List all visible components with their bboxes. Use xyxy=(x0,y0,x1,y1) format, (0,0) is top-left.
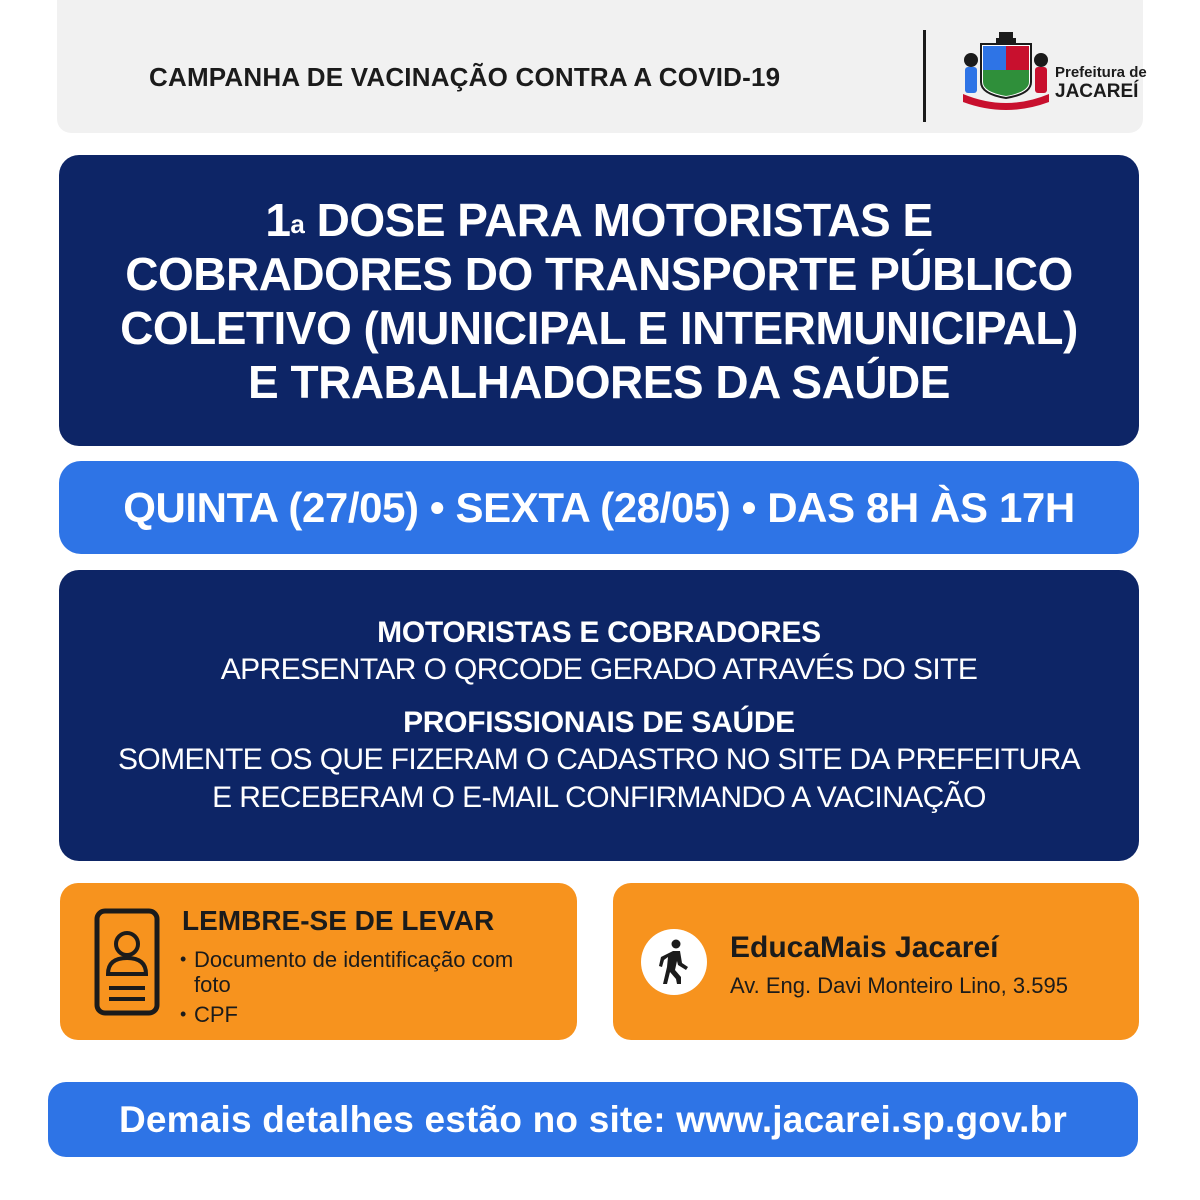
health-body-line-2: E RECEBERAM O E-MAIL CONFIRMANDO A VACINAÇÃO xyxy=(212,780,986,814)
location-name: EducaMais Jacareí xyxy=(730,931,999,964)
drivers-instructions xyxy=(221,615,978,689)
remember-item-cpf: • CPF xyxy=(180,1002,540,1027)
prefeitura-logo-text xyxy=(1055,64,1147,103)
headline-line-1 xyxy=(265,193,932,247)
instructions-panel xyxy=(59,570,1139,861)
ordinal-number: 1 xyxy=(265,193,291,246)
walking-person-icon xyxy=(641,929,707,995)
municipal-crest-icon xyxy=(959,30,1053,110)
health-instructions xyxy=(118,705,1080,817)
health-body-line-1: SOMENTE OS QUE FIZERAM O CADASTRO NO SITE DA PREFEITURA xyxy=(117,742,1081,776)
remember-title: LEMBRE-SE DE LEVAR xyxy=(182,905,495,936)
header-bar xyxy=(57,0,1147,133)
drivers-heading: MOTORISTAS E COBRADORES xyxy=(377,615,821,649)
schedule-panel xyxy=(59,461,1139,554)
headline-line-3: COLETIVO (MUNICIPAL E INTERMUNICIPAL) xyxy=(120,301,1078,354)
footer-website-text: Demais detalhes estão no site: www.jacarei.sp.gov.br xyxy=(118,1098,1068,1140)
headline-line-2: COBRADORES DO TRANSPORTE PÚBLICO xyxy=(125,247,1073,300)
location-card xyxy=(613,883,1139,1040)
headline-line-4: E TRABALHADORES DA SAÚDE xyxy=(248,355,950,408)
header-divider xyxy=(923,30,926,122)
headline-panel xyxy=(59,155,1139,446)
footer-bar xyxy=(48,1082,1138,1157)
headline-line-1-text: DOSE PARA MOTORISTAS E xyxy=(304,193,933,246)
remember-item-document: • Documento de identificação com foto xyxy=(180,947,540,997)
id-card-icon xyxy=(94,908,160,1016)
logo-line-2: JACAREÍ xyxy=(1055,81,1139,102)
remember-list xyxy=(180,947,540,1027)
remember-card xyxy=(60,883,577,1040)
health-heading: PROFISSIONAIS DE SAÚDE xyxy=(403,705,795,739)
logo-line-1: Prefeitura de xyxy=(1055,64,1147,81)
schedule-text: QUINTA (27/05) • SEXTA (28/05) • DAS 8H ÀS 17H xyxy=(123,483,1075,531)
ordinal-mark: a xyxy=(290,208,305,239)
drivers-body: APRESENTAR O QRCODE GERADO ATRAVÉS DO SITE xyxy=(220,652,978,686)
location-address: Av. Eng. Davi Monteiro Lino, 3.595 xyxy=(730,973,1068,998)
campaign-title: CAMPANHA DE VACINAÇÃO CONTRA A COVID-19 xyxy=(149,62,781,92)
